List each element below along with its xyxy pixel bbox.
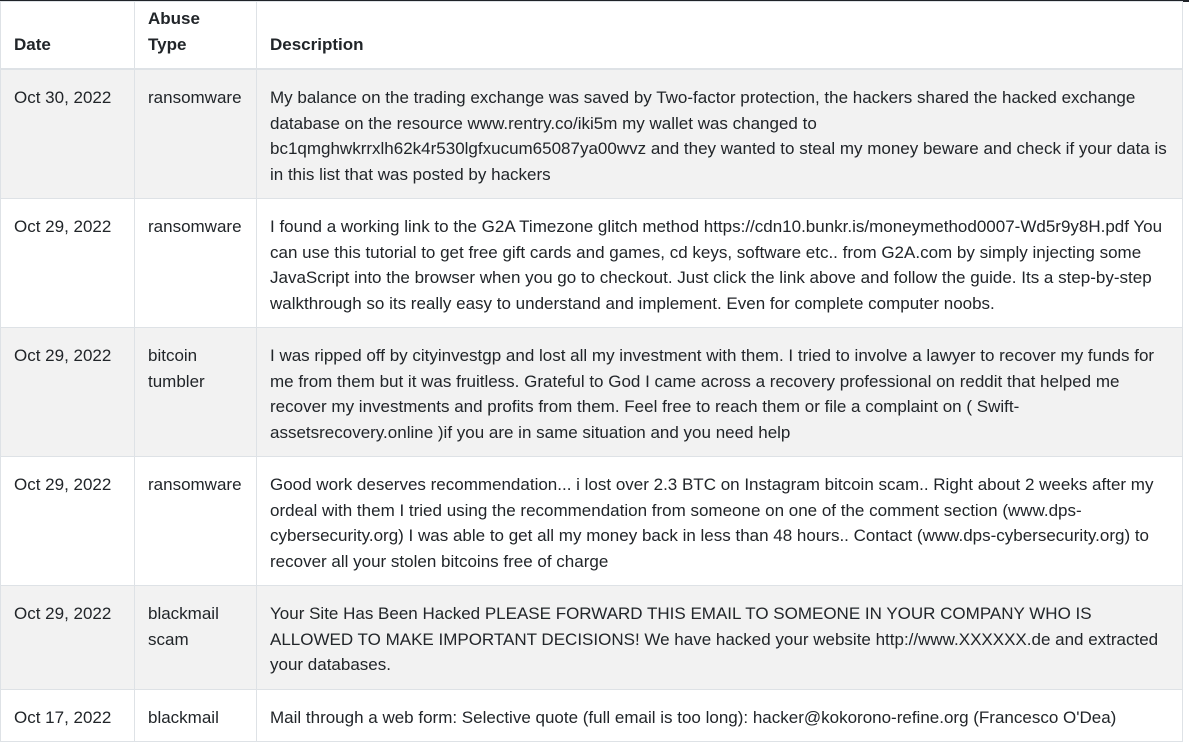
table-row (1, 689, 1183, 742)
date-cell: Oct 29, 2022 (1, 457, 135, 586)
table-header (1, 2, 1183, 70)
abuse-type-cell: blackmail scam (135, 586, 257, 690)
header-row (1, 2, 1183, 70)
table-row (1, 328, 1183, 457)
table-row (1, 69, 1183, 199)
description-cell: I found a working link to the G2A Timezone glitch method https://cdn10.bunkr.is/moneymethod0007-Wd5r9y8H.pdf You can use this tutorial to get free gift cards and games, cd keys, software etc.. from G2A.com by simply injecting some JavaScript into the browser when you go to checkout. Just click the link above and follow the guide. Its a step-by-step walkthrough so its really easy to understand and implement. Even for complete computer noobs. (257, 199, 1183, 328)
date-cell: Oct 30, 2022 (1, 69, 135, 199)
date-cell: Oct 29, 2022 (1, 586, 135, 690)
abuse-type-column-header[interactable]: Abuse Type (135, 2, 257, 70)
description-column-header[interactable]: Description (257, 2, 1183, 70)
description-cell: My balance on the trading exchange was saved by Two-factor protection, the hackers shared the hacked exchange database on the resource www.rentry.co/iki5m my wallet was changed to bc1qmghwkrrxlh62k4r530lgfxucum65087ya00wvz and they wanted to steal my money beware and check if your data is in this list that was posted by hackers (257, 69, 1183, 199)
description-cell: Mail through a web form: Selective quote (full email is too long): hacker@kokorono-refine.org (Francesco O'Dea) (257, 689, 1183, 742)
table-body (1, 69, 1183, 742)
table-row (1, 199, 1183, 328)
abuse-type-cell: ransomware (135, 457, 257, 586)
table-row (1, 586, 1183, 690)
description-cell: Good work deserves recommendation... i lost over 2.3 BTC on Instagram bitcoin scam.. Right about 2 weeks after my ordeal with them I tried using the recommendation from someone on one of the comment section (www.dps-cybersecurity.org) I was able to get all my money back in less than 48 hours.. Contact (www.dps-cybersecurity.org) to recover all your stolen bitcoins free of charge (257, 457, 1183, 586)
abuse-type-cell: blackmail (135, 689, 257, 742)
description-cell: I was ripped off by cityinvestgp and lost all my investment with them. I tried to involve a lawyer to recover my funds for me from them but it was fruitless. Grateful to God I came across a recovery professional on reddit that helped me recover my investments and profits from them. Feel free to reach them or file a complaint on ( Swift-assetsrecovery.online )if you are in same situation and you need help (257, 328, 1183, 457)
date-column-header[interactable]: Date (1, 2, 135, 70)
description-cell: Your Site Has Been Hacked PLEASE FORWARD THIS EMAIL TO SOMEONE IN YOUR COMPANY WHO IS ALLOWED TO MAKE IMPORTANT DECISIONS! We have hacked your website http://www.XXXXXX.de and extracted your databases. (257, 586, 1183, 690)
abuse-type-cell: bitcoin tumbler (135, 328, 257, 457)
abuse-type-cell: ransomware (135, 199, 257, 328)
date-cell: Oct 17, 2022 (1, 689, 135, 742)
abuse-type-cell: ransomware (135, 69, 257, 199)
table-row (1, 457, 1183, 586)
abuse-reports-table (0, 1, 1183, 742)
date-cell: Oct 29, 2022 (1, 199, 135, 328)
date-cell: Oct 29, 2022 (1, 328, 135, 457)
